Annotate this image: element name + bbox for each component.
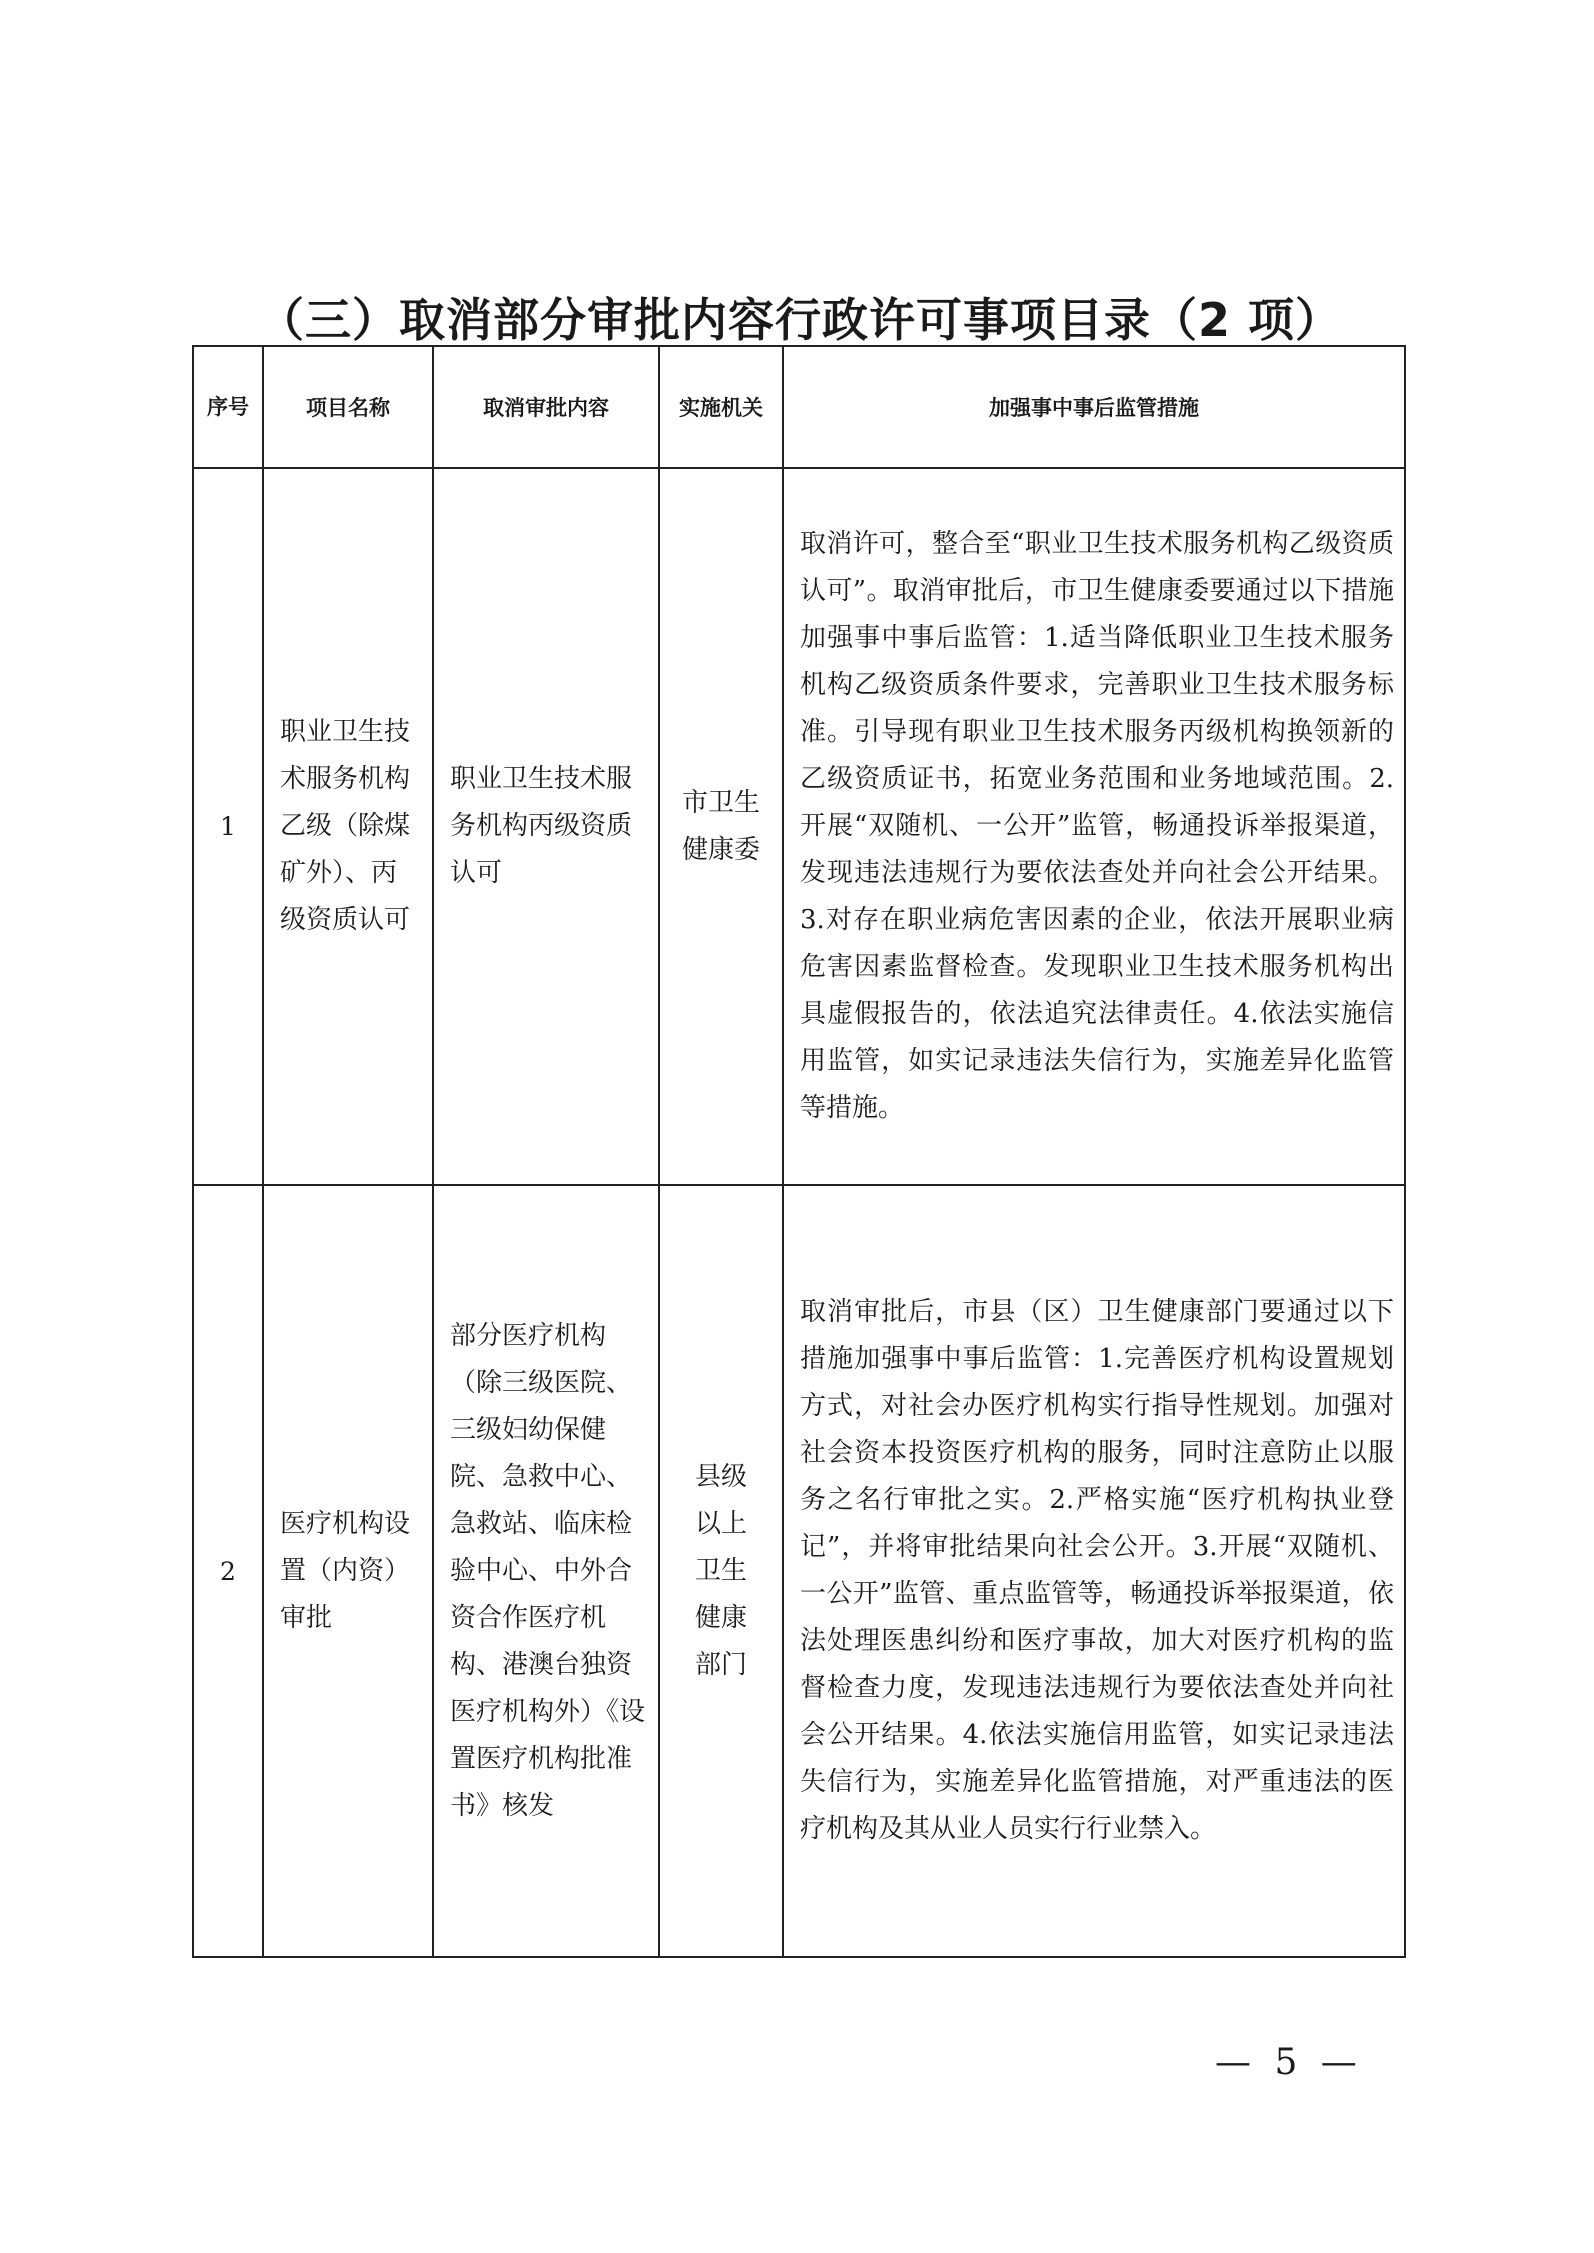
row-authority-text: 市卫生健康委 <box>681 787 760 865</box>
header-measures: 加强事中事后监管措施 <box>783 346 1405 468</box>
row-authority <box>659 1185 783 1957</box>
row-item-name-text: 职业卫生技术服务机构乙级（除煤矿外）、丙级资质认可 <box>280 717 411 935</box>
row-measures <box>783 1185 1405 1957</box>
row-cancelled-content-text: 职业卫生技术服务机构丙级资质认可 <box>450 764 633 888</box>
row-measures-text: 取消许可，整合至“职业卫生技术服务机构乙级资质认可”。取消审批后，市卫生健康委要通过以下措施加强事中事后监管：1.适当降低职业卫生技术服务机构乙级资质条件要求，完善职业卫生技术服务标准。引导现有职业卫生技术服务丙级机构换领新的乙级资质证书，拓宽业务范围和业务地域范围。2.开展“双随机、一公开”监管，畅通投诉举报渠道，发现违法违规行为要依法查处并向社会公开结果。3.对存在职业病危害因素的企业，依法开展职业病危害因素监督检查。发现职业卫生技术服务机构出具虚假报告的，依法追究法律责任。4.依法实施信用监管，如实记录违法失信行为，实施差异化监管等措施。 <box>800 529 1394 1123</box>
table-row <box>193 468 1405 1185</box>
row-seq: 1 <box>193 468 263 1185</box>
page-number: — 5 — <box>1215 2042 1363 2083</box>
table-row <box>193 1185 1405 1957</box>
row-item-name-text: 医疗机构设置（内资）审批 <box>280 1508 411 1633</box>
row-authority <box>659 468 783 1185</box>
row-measures-text: 取消审批后，市县（区）卫生健康部门要通过以下措施加强事中事后监管：1.完善医疗机构设置规划方式，对社会办医疗机构实行指导性规划。加强对社会资本投资医疗机构的服务，同时注意防止以服务之名行审批之实。2.严格实施“医疗机构执业登记”，并将审批结果向社会公开。3.开展“双随机、一公开”监管、重点监管等，畅通投诉举报渠道，依法处理医患纠纷和医疗事故，加大对医疗机构的监督检查力度，发现违法违规行为要依法查处并向社会公开结果。4.依法实施信用监管，如实记录违法失信行为，实施差异化监管措施，对严重违法的医疗机构及其从业人员实行行业禁入。 <box>800 1297 1394 1844</box>
header-authority: 实施机关 <box>659 346 783 468</box>
table-header-row <box>193 346 1405 468</box>
header-item-name: 项目名称 <box>263 346 433 468</box>
row-item-name <box>263 468 433 1185</box>
row-item-name <box>263 1185 433 1957</box>
row-measures <box>783 468 1405 1185</box>
page-title: （三）取消部分审批内容行政许可事项目录（2 项） <box>257 293 1343 347</box>
header-cancelled-content: 取消审批内容 <box>433 346 659 468</box>
row-authority-text: 县级以上卫生健康部门 <box>694 1461 747 1680</box>
row-cancelled-content <box>433 468 659 1185</box>
row-seq: 2 <box>193 1185 263 1957</box>
header-seq: 序号 <box>193 346 263 468</box>
catalog-table <box>192 345 1406 1958</box>
row-cancelled-content-text: 部分医疗机构（除三级医院、三级妇幼保健院、急救中心、急救站、临床检验中心、中外合资合作医疗机构、港澳台独资医疗机构外）《设置医疗机构批准书》核发 <box>450 1320 646 1821</box>
row-cancelled-content <box>433 1185 659 1957</box>
